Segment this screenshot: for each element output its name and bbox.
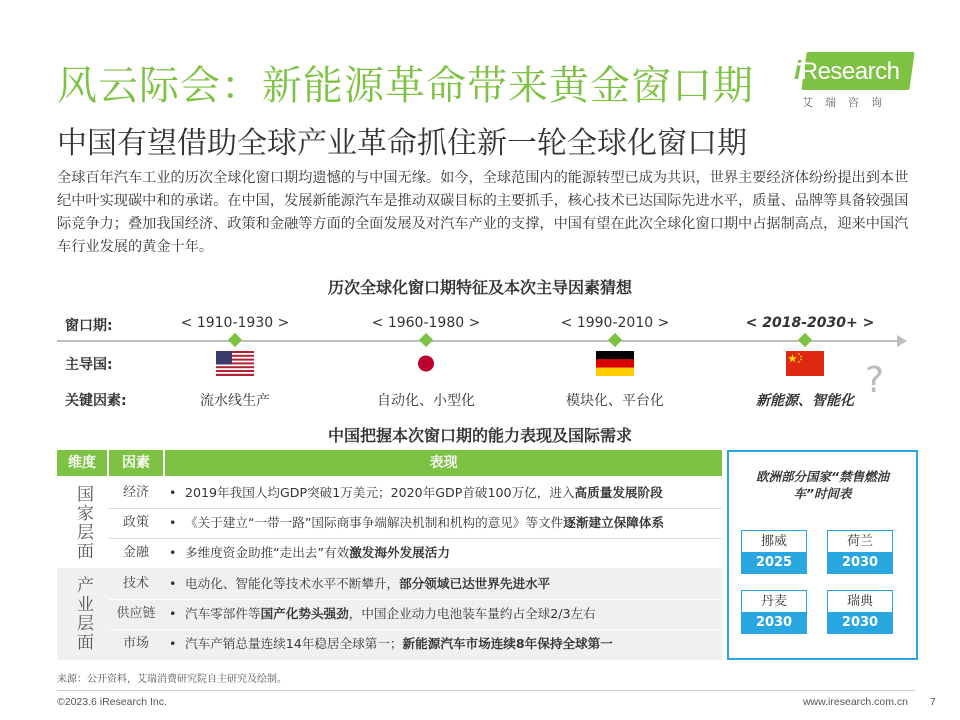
table-row xyxy=(57,478,722,508)
china-flag-icon xyxy=(786,351,824,376)
country-year: 2030 xyxy=(828,552,892,573)
germany-flag-icon xyxy=(596,351,634,376)
timeline-factor-label: 关键因素: xyxy=(65,393,127,409)
page-number: 7 xyxy=(930,696,936,708)
group-industry-text: 产业层面 xyxy=(73,576,93,652)
timeline-factor-3: 模块化、平台化 xyxy=(566,393,664,409)
logo-wordmark xyxy=(794,55,899,86)
row-desc: • 汽车零部件等国产化势头强劲，中国企业动力电池装车量约占全球2/3左右 xyxy=(169,606,596,621)
table-header xyxy=(57,450,722,476)
timeline-period-4: < 2018-2030+ > xyxy=(745,315,875,331)
iresearch-logo xyxy=(790,52,915,108)
source-note: 来源：公开资料，艾瑞消费研究院自主研究及绘制。 xyxy=(57,674,287,685)
timeline-period-2: < 1960-1980 > xyxy=(371,315,481,331)
timeline-marker-3 xyxy=(608,333,622,347)
country-card-norway xyxy=(741,530,807,574)
ice-ban-panel xyxy=(727,450,918,660)
footer-website: www.iresearch.com.cn xyxy=(802,696,908,708)
row-factor: 供应链 xyxy=(116,606,156,621)
timeline-marker-4 xyxy=(798,333,812,347)
table-row xyxy=(57,569,722,599)
row-desc: • 多维度资金助推“走出去”有效激发海外发展活力 xyxy=(169,545,450,560)
table-title: 中国把握本次窗口期的能力表现及国际需求 xyxy=(327,426,632,445)
header-performance: 表现 xyxy=(165,450,722,476)
country-card-denmark xyxy=(741,590,807,634)
footer-copyright: ©2023.6 iResearch Inc. xyxy=(57,696,167,708)
logo-i: i xyxy=(794,55,801,85)
logo-subtitle: 艾瑞咨询 xyxy=(802,96,894,109)
logo-brand: Research xyxy=(800,58,900,85)
timeline-marker-2 xyxy=(419,333,433,347)
us-flag-icon xyxy=(216,351,254,376)
country-year: 2025 xyxy=(742,552,806,573)
timeline-marker-1 xyxy=(228,333,242,347)
japan-flag-icon xyxy=(407,351,445,376)
row-factor: 技术 xyxy=(122,576,149,591)
country-name: 挪威 xyxy=(760,534,787,549)
footer-divider xyxy=(57,690,915,691)
row-factor: 经济 xyxy=(122,485,149,500)
table-row xyxy=(57,629,722,659)
timeline-period-3: < 1990-2010 > xyxy=(560,315,670,331)
row-desc: • 《关于建立“一带一路”国际商事争端解决机制和机构的意见》等文件逐渐建立保障体系 xyxy=(169,515,665,530)
table-row xyxy=(57,599,722,629)
row-factor: 政策 xyxy=(122,515,149,530)
timeline-factor-2: 自动化、小型化 xyxy=(377,393,475,409)
intro-paragraph: 全球百年汽车工业的历次全球化窗口期均遗憾的与中国无缘。如今，全球范围内的能源转型已成为共识，世界主要经济体纷纷提出到本世纪中叶实现碳中和的承诺。在中国，发展新能源汽车是推动双碳目标的主要抓手，核心技术已达国际先进水平，质量、品牌等具备较强国际竞争力；叠加我国经济、政策和金融等方面的全面发展及对汽车产业的支撑，中国有望在此次全球化窗口期中占据制高点，迎来中国汽车行业发展的黄金十年。 xyxy=(57,170,909,255)
header-dimension: 维度 xyxy=(57,450,107,476)
timeline-leader-label: 主导国: xyxy=(65,357,113,373)
row-factor: 市场 xyxy=(122,636,149,651)
timeline-factor-1: 流水线生产 xyxy=(200,393,270,409)
page-title: 风云际会：新能源革命带来黄金窗口期 xyxy=(57,63,754,109)
group-national-text: 国家层面 xyxy=(73,485,93,561)
country-name: 丹麦 xyxy=(760,594,787,609)
timeline-factor-4: 新能源、智能化 xyxy=(756,393,854,409)
row-desc: • 2019年我国人均GDP突破1万美元；2020年GDP首破100万亿，进入高质量发展阶段 xyxy=(169,485,663,500)
country-name: 瑞典 xyxy=(846,594,873,609)
table-row xyxy=(57,508,722,538)
country-card-netherlands xyxy=(827,530,893,574)
timeline-period-1: < 1910-1930 > xyxy=(180,315,290,331)
question-mark-icon: ? xyxy=(865,360,885,401)
country-year: 2030 xyxy=(742,612,806,633)
timeline-period-label: 窗口期: xyxy=(65,318,113,334)
timeline-arrow-icon xyxy=(897,335,907,347)
country-card-sweden xyxy=(827,590,893,634)
row-factor: 金融 xyxy=(122,545,149,560)
country-year: 2030 xyxy=(828,612,892,633)
timeline-title: 历次全球化窗口期特征及本次主导因素猜想 xyxy=(327,278,632,297)
header-factor: 因素 xyxy=(109,450,163,476)
country-name: 荷兰 xyxy=(846,534,873,549)
page-subtitle: 中国有望借助全球产业革命抓住新一轮全球化窗口期 xyxy=(57,126,747,161)
row-desc: • 汽车产销总量连续14年稳居全球第一；新能源汽车市场连续8年保持全球第一 xyxy=(169,636,613,651)
table-row xyxy=(57,538,722,568)
row-desc: • 电动化、智能化等技术水平不断攀升，部分领域已达世界先进水平 xyxy=(169,576,551,591)
ice-ban-title: 欧洲部分国家“禁售燃油车”时间表 xyxy=(755,469,890,501)
timeline-axis xyxy=(57,340,905,342)
